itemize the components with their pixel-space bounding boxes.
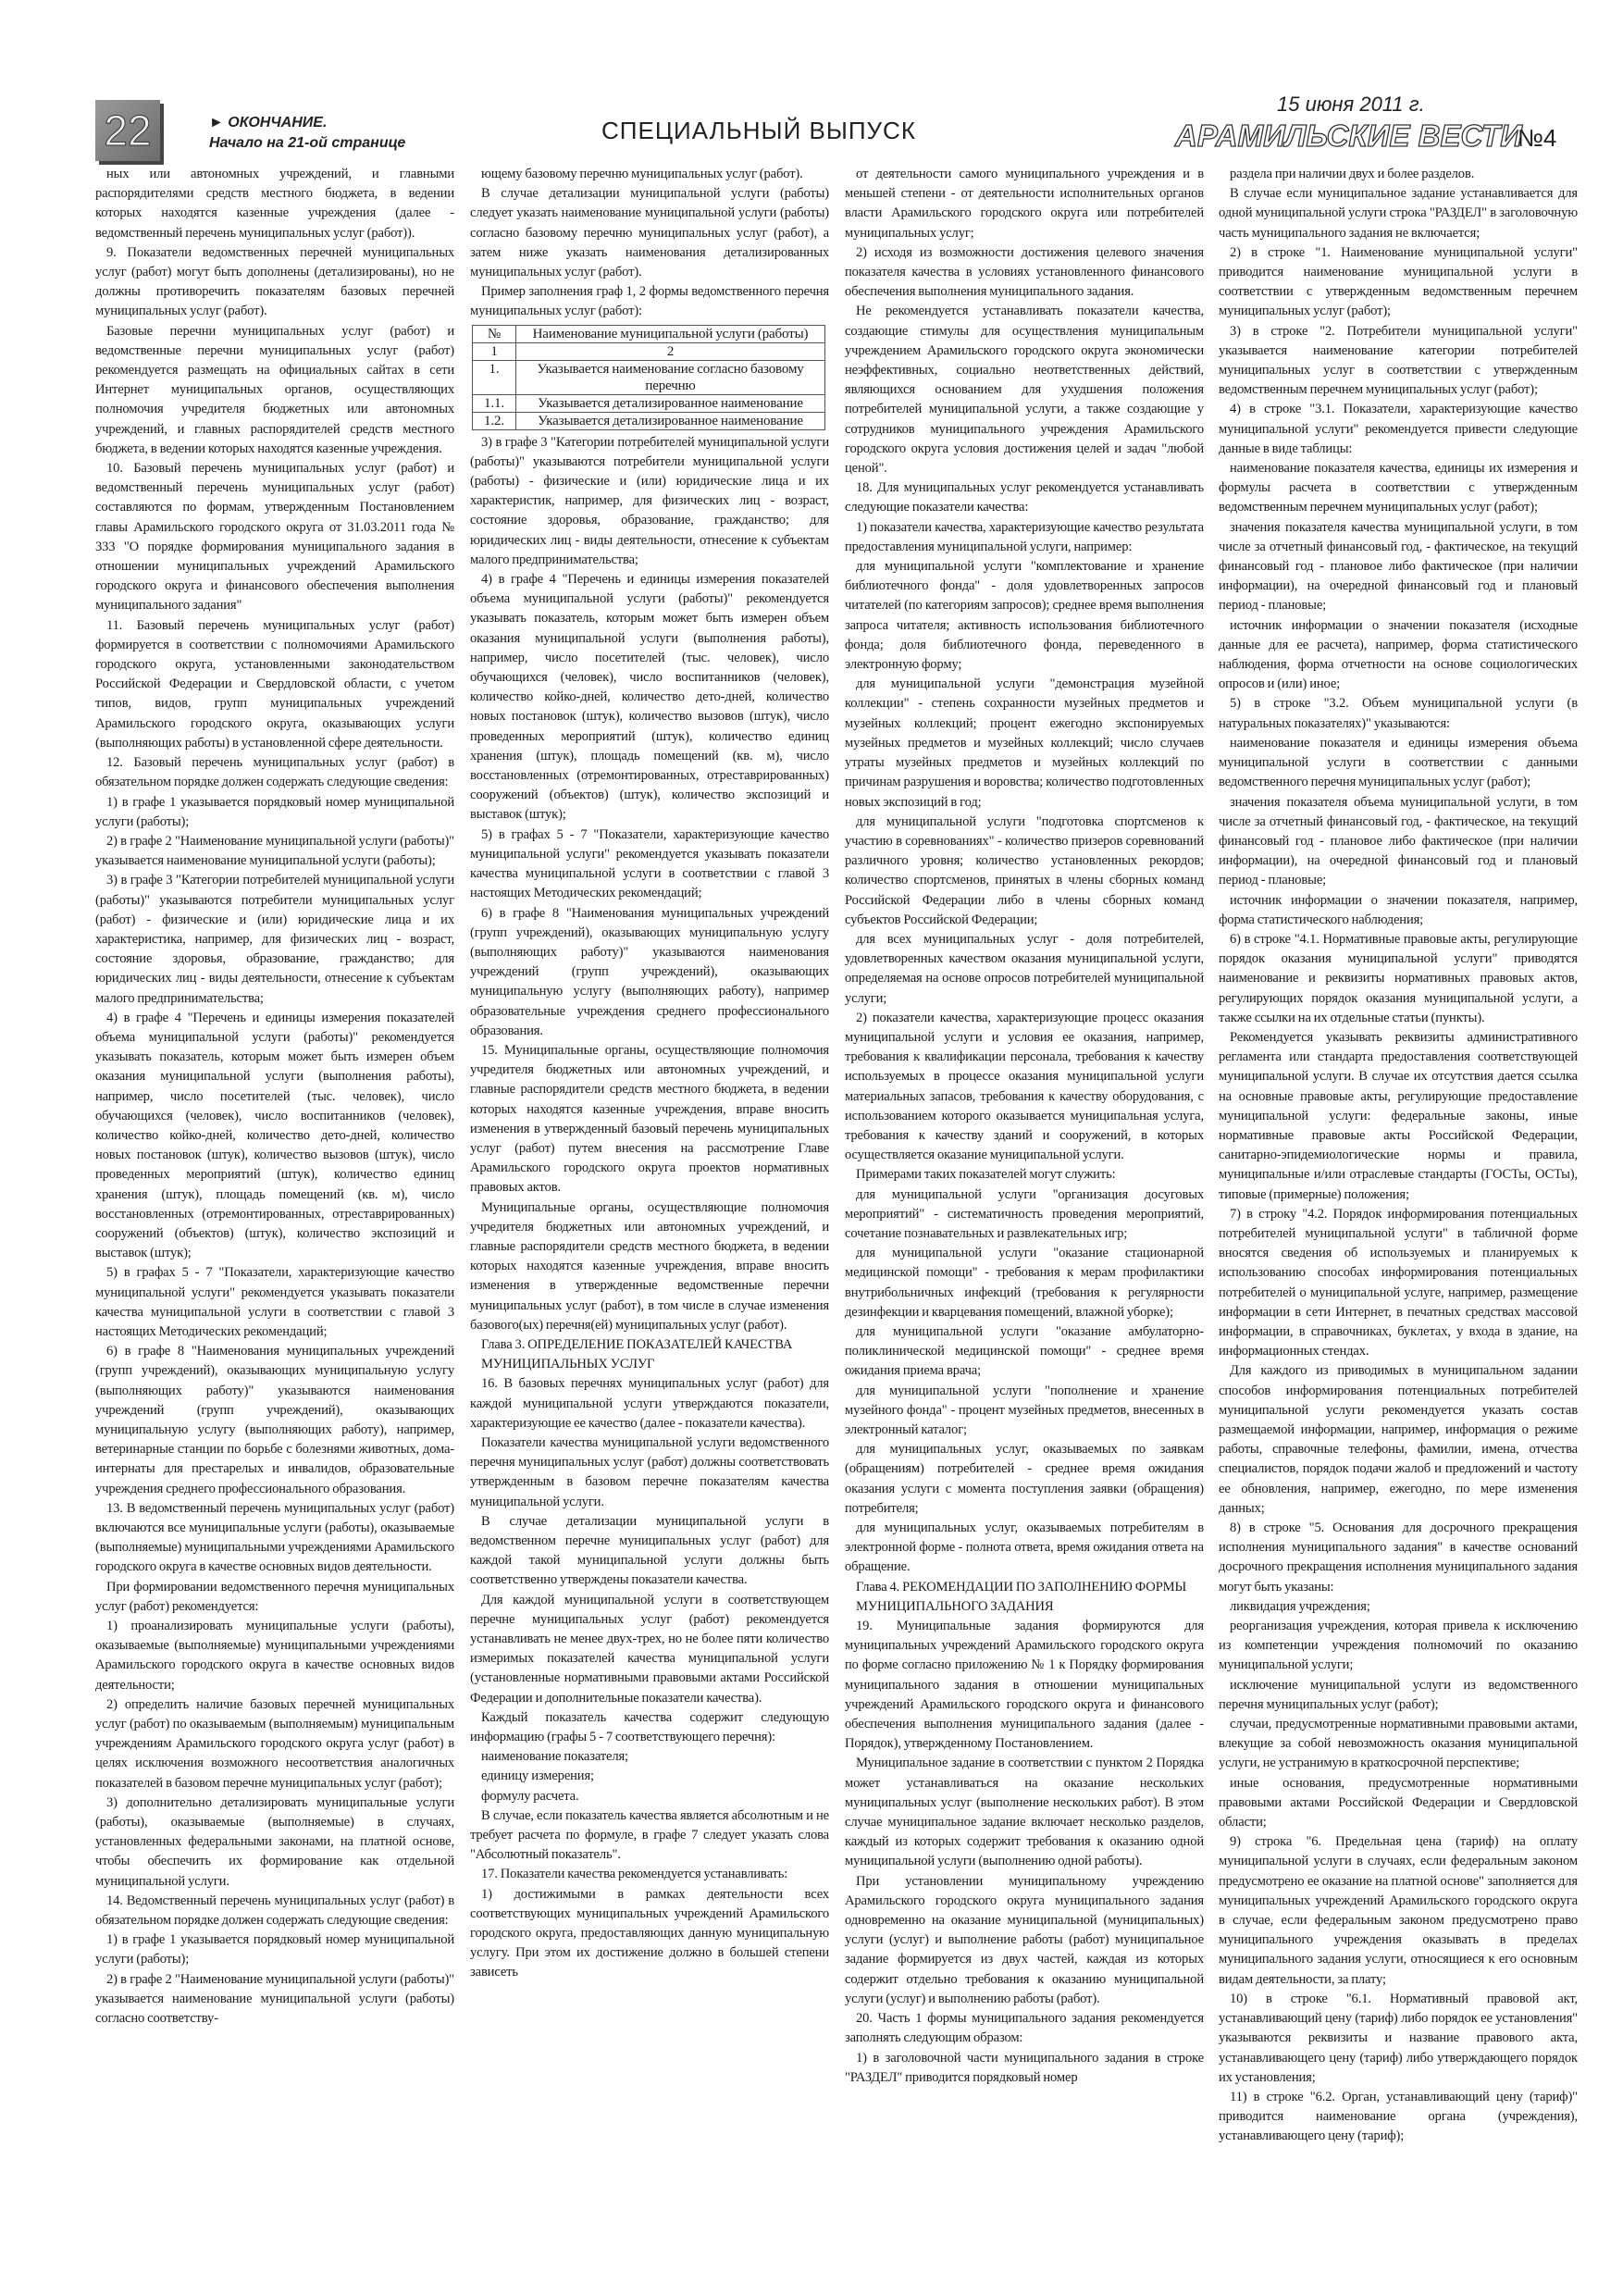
- text-column-1: [95, 165, 454, 2029]
- paragraph: 2) в строке "1. Наименование муниципальной услуги" приводится наименование муниципальной услуги в соответствии с утвержденным ведомственным перечнем муниципальных услуг (работ);: [1219, 244, 1578, 319]
- paragraph: Глава 3. ОПРЕДЕЛЕНИЕ ПОКАЗАТЕЛЕЙ КАЧЕСТВА: [481, 1336, 793, 1352]
- paragraph: иные основания, предусмотренные нормативными правовыми актами Российской Федерации и Свердловской области;: [1219, 1775, 1578, 1831]
- page-number-badge: [95, 100, 160, 161]
- paragraph: для муниципальной услуги "оказание стационарной медицинской помощи" - требования к мерам профилактики внутрибольничных инфекций (требования к регулярности дезинфекции и кварцевания помещений, влажной уборке);: [845, 1246, 1204, 1320]
- paragraph: от деятельности самого муниципального учреждения и в меньшей степени - от деятельности исполнительных органов власти Арамильского городского округа или потребителей муниципальных услуг;: [845, 167, 1204, 241]
- paragraph: 1) достижимыми в рамках деятельности всех соответствующих муниципальных учреждений Арамильского городского округа, предоставляющих данную муниципальную услугу. При этом их достижение должно в большей степени зависеть: [470, 1886, 829, 1980]
- table-row: [473, 394, 825, 412]
- paragraph: 15. Муниципальные органы, осуществляющие полномочия учредителя бюджетных или автономных учреждений, и главные распорядители средств местного бюджета, в ведении которых находятся казенные учреждения, вправе вносить изменения в утвержденный базовый перечень муниципальных услуг (работ) путем внесения на рассмотрение Главе Арамильского городского округа проектов нормативных правовых актов.: [470, 1042, 829, 1196]
- table-cell: 1.1.: [473, 394, 516, 412]
- table-cell: Указывается наименование согласно базовому перечню: [516, 360, 825, 394]
- paragraph: 17. Показатели качества рекомендуется устанавливать:: [481, 1867, 788, 1882]
- table-cell: 1: [473, 342, 516, 360]
- paragraph: для муниципальных услуг, оказываемых потребителям в электронной форме - полнота ответа, время ожидания ответа на обращение.: [845, 1520, 1204, 1575]
- paragraph: Для каждой муниципальной услуги в соответствующем перечне муниципальных услуг (работ) рекомендуется устанавливать не менее двух-трех, но не более пяти количество измеримых показателей качества муниципальной услуги (установленные нормативными правовыми актами Российской Федерации и дополнительные показатели качества).: [470, 1592, 829, 1706]
- paragraph: 5) в строке "3.2. Объем муниципальной услуги (в натуральных показателях)" указываются:: [1219, 696, 1578, 731]
- paragraph: исключение муниципальной услуги из ведомственного перечня муниципальных услуг (работ);: [1219, 1677, 1578, 1712]
- paragraph: 7) в строку "4.2. Порядок информирования потенциальных потребителей муниципальной услуги" в табличной форме вносятся сведения об используемых и планируемых к использованию способах информирования потенциальных потребителей о муниципальной услуге, например, размещение информации в сети Интернет, в печатных средствах массовой информации, в справочниках, буклетах, у входа в здание, на информационных стендах.: [1219, 1206, 1578, 1359]
- paragraph: Глава 4. РЕКОМЕНДАЦИИ ПО ЗАПОЛНЕНИЮ ФОРМЫ: [856, 1579, 1187, 1595]
- paragraph: Муниципальные органы, осуществляющие полномочия учредителя бюджетных или автономных учреждений, и главные распорядители средств местного бюджета, в ведении которых находятся казенные учреждения, вправе вносить изменения в утвержденные ведомственные перечни муниципальных услуг (работ), в том числе в случае изменения базового(ых) перечня(ей) муниципальных услуг (работ).: [470, 1199, 829, 1333]
- paragraph: для муниципальной услуги "оказание амбулаторно-поликлинической медицинской помощи" - среднее время ожидания приема врача;: [845, 1323, 1204, 1379]
- paragraph: 3) в строке "2. Потребители муниципальной услуги" указывается наименование категории потребителей муниципальных услуг в соответствии с утвержденным ведомственным перечнем муниципальных услуг (работ);: [1219, 323, 1578, 398]
- paragraph: источник информации о значении показателя, например, форма статистического наблюдения;: [1219, 892, 1578, 927]
- paragraph: ных или автономных учреждений, и главными распорядителями средств местного бюджета, в ведении которых находятся казенные учреждения (далее - ведомственный перечень муниципальных услуг (работ)).: [95, 167, 454, 241]
- newspaper-masthead: АРАМИЛЬСКИЕ ВЕСТИ: [1175, 118, 1522, 153]
- paragraph: 3) в графе 3 "Категории потребителей муниципальной услуги (работы)" указываются потребители муниципальных услуг (работ) - физические и (или) юридические лица и их характеристика, например, для физических лиц - возраст, состояние здоровья, образование, гражданство; для юридических лиц - виды деятельности, отнесение к субъектам малого предпринимательства;: [95, 873, 454, 1006]
- table-row: [473, 360, 825, 394]
- paragraph: 6) в графе 8 "Наименования муниципальных учреждений (групп учреждений), оказывающих муниципальную услугу (выполняющих работу)" указываются наименования учреждений (групп учреждений), оказывающих муниципальную услугу (выполняющих работу), например образовательные учреждения среднего профессионального образования.: [470, 905, 829, 1038]
- paragraph: 2) определить наличие базовых перечней муниципальных услуг (работ) по оказываемым (выполняемым) муниципальным учреждениям Арамильского городского округа услуг (работ) в целях исключения возможного несоответствия аналогичных показателей в базовом перечне муниципальных услуг (работ);: [95, 1696, 454, 1791]
- paragraph: 3) дополнительно детализировать муниципальные услуги (работы), оказываемые (выполняемые) в случаях, установленных федеральными законами, на платной основе, чтобы обеспечить их формирование как отдельной муниципальной услуги.: [95, 1794, 454, 1889]
- paragraph: для муниципальной услуги "организация досуговых мероприятий" - систематичность проведения мероприятий, сочетание познавательных и развлекательных игр;: [845, 1186, 1204, 1241]
- paragraph: 4) в графе 4 "Перечень и единицы измерения показателей объема муниципальной услуги (работы)" рекомендуется указывать показатель, которым может быть измерен объем оказания муниципальной услуги (выполнения работы), например, число посетителей (тыс. человек), число обучающихся (человек), число воспитанников (человек), количество койко-дней, количество дето-дней, количество новых постановок (штук), количество вызовов (штук), число проведенных мероприятий (штук), количество единиц хранения (штук), площадь помещений (кв. м), число восстановленных (отремонтированных, отреставрированных) сооружений (объектов) (штук), количество экспозиций и выставок (штук);: [470, 572, 829, 823]
- paragraph: Для каждого из приводимых в муниципальном задании способов информирования потенциальных потребителей муниципальной услуги рекомендуется указать состав размещаемой информации, например, информация о режиме работы, справочные телефоны, фамилии, имена, отчества специалистов, порядок подачи жалоб и предложений и частоту ее обновления, например, ежегодно, по мере изменения данных;: [1219, 1363, 1578, 1516]
- paragraph: для муниципальной услуги "пополнение и хранение музейного фонда" - процент музейных предметов, внесенных в электронный каталог;: [845, 1383, 1204, 1437]
- paragraph: 20. Часть 1 формы муниципального задания рекомендуется заполнять следующим образом:: [845, 2011, 1204, 2046]
- table-row: [473, 412, 825, 429]
- paragraph: 5) в графах 5 - 7 "Показатели, характеризующие качество муниципальной услуги" рекомендуется указывать показатели качества муниципальной услуги в соответствии с главой 3 настоящих Методических рекомендаций;: [95, 1265, 454, 1339]
- paragraph: реорганизация учреждения, которая привела к исключению из компетенции учреждения полномочий по оказанию муниципальной услуги;: [1219, 1619, 1578, 1673]
- paragraph: для всех муниципальных услуг - доля потребителей, удовлетворенных качеством оказания муниципальной услуги, определяемая на основе опросов потребителей муниципальной услуги;: [845, 931, 1204, 1006]
- table-header-cell: Наименование муниципальной услуги (работы): [516, 325, 825, 342]
- paragraph: 9. Показатели ведомственных перечней муниципальных услуг (работ) могут быть дополнены (детализированы), но не должны противоречить показателям базовых перечней муниципальных услуг (работ).: [95, 244, 454, 319]
- paragraph: В случае, если показатель качества является абсолютным и не требует расчета по формуле, в графе 7 следует указать слова "Абсолютный показатель".: [470, 1807, 829, 1863]
- paragraph: При формировании ведомственного перечня муниципальных услуг (работ) рекомендуется:: [95, 1579, 454, 1614]
- table-header-row: [473, 325, 825, 342]
- paragraph: 10) в строке "6.1. Нормативный правовой акт, устанавливающий цену (тариф) либо порядок ее установления" указываются реквизиты и название правового акта, устанавливающего цену (тариф) либо утверждающего порядок их установления;: [1219, 1991, 1578, 2085]
- issue-number: №4: [1518, 124, 1557, 152]
- example-table: [472, 325, 825, 430]
- paragraph: наименование показателя и единицы измерения объема муниципальной услуги в соответствии с данными ведомственного перечня муниципальных услуг (работ);: [1219, 735, 1578, 790]
- paragraph: ликвидация учреждения;: [1230, 1598, 1370, 1614]
- column-2-intro: [470, 165, 829, 322]
- paragraph: Пример заполнения граф 1, 2 формы ведомственного перечня муниципальных услуг (работ):: [470, 284, 829, 319]
- paragraph: При установлении муниципальному учреждению Арамильского городского округа муниципального задания одновременно на оказание муниципальной (муниципальных) услуги (услуг) и выполнение работы (работ) муниципальное задание формируется из двух частей, каждая из которых содержит отдельно требования к оказанию муниципальной услуги (услуг) и выполнению работы (работ).: [845, 1873, 1204, 2006]
- paragraph: для муниципальной услуги "комплектование и хранение библиотечного фонда" - доля удовлетворенных запросов читателей (по категориям запросов); среднее время выполнения запроса читателя; активность использования библиотечного фонда; доля библиотечного фонда, переведенного в электронную форму;: [845, 559, 1204, 673]
- paragraph: единицу измерения;: [481, 1769, 594, 1784]
- paragraph: В случае детализации муниципальной услуги (работы) следует указать наименование муниципальной услуги (работы) согласно базовому перечню муниципальных услуг (работ), а затем ниже указать наименования детализированных муниципальных услуг (работ).: [470, 186, 829, 280]
- paragraph: для муниципальной услуги "подготовка спортсменов к участию в соревнованиях" - количество призеров соревнований различного уровня; количество установленных рекордов; количество спортсменов, принятых в члены сборных команд Российской Федерации либо в члены сборных команд субъектов Российской Федерации;: [845, 813, 1204, 927]
- continuation-line-1: ► ОКОНЧАНИЕ.: [209, 115, 328, 130]
- table-cell: Указывается детализированное наименование: [516, 412, 825, 429]
- table-cell: 1.2.: [473, 412, 516, 429]
- paragraph: 2) показатели качества, характеризующие процесс оказания муниципальной услуги и условия ее оказания, например, требования к квалификации персонала, требования к качеству используемых в процессе оказания муниципальной услуги материальных запасов, требования к качеству оборудования, с использованием которого оказывается муниципальная услуга, требования к качеству зданий и сооружений, в которых осуществляется оказание муниципальной услуги.: [845, 1010, 1204, 1163]
- paragraph: Показатели качества муниципальной услуги ведомственного перечня муниципальных услуг (работ) должны соответствовать утвержденным в базовом перечне показателям качества муниципальной услуги.: [470, 1434, 829, 1509]
- paragraph: Не рекомендуется устанавливать показатели качества, создающие стимулы для осуществления муниципальным учреждением Арамильского городского округа экономически неэффективных, социально неответственных действий, являющихся основанием для ухудшения положения потребителей муниципальной услуги, а также создающие у сотрудников муниципального учреждения Арамильского городского округа условия достижения целей и задач "любой ценой".: [845, 304, 1204, 477]
- paragraph: 18. Для муниципальных услуг рекомендуется устанавливать следующие показатели качества:: [845, 480, 1204, 515]
- paragraph: наименование показателя;: [481, 1749, 628, 1765]
- paragraph: 1) в графе 1 указывается порядковый номер муниципальной услуги (работы);: [95, 1932, 454, 1967]
- paragraph: 8) в строке "5. Основания для досрочного прекращения исполнения муниципального задания" в качестве оснований досрочного прекращения исполнения муниципального задания могут быть указаны:: [1219, 1520, 1578, 1595]
- section-title: СПЕЦИАЛЬНЫЙ ВЫПУСК: [601, 117, 916, 144]
- paragraph: 12. Базовый перечень муниципальных услуг (работ) в обязательном порядке должен содержать следующие сведения:: [95, 755, 454, 790]
- paragraph: Базовые перечни муниципальных услуг (работ) и ведомственные перечни муниципальных услуг (работ) рекомендуется размещать на официальных сайтах в сети Интернет муниципальных органов, осуществляющих полномочия учредителя бюджетных или автономных учреждений, и главных распорядителей средств местного бюджета, в ведении которых находятся казенные учреждения.: [95, 323, 454, 456]
- paragraph: случаи, предусмотренные нормативными правовыми актами, влекущие за собой невозможность оказания муниципальной услуги, не устранимую в краткосрочной перспективе;: [1219, 1717, 1578, 1771]
- paragraph: 6) в графе 8 "Наименования муниципальных учреждений (групп учреждений), оказывающих муниципальную услугу (выполняющих работу)" указываются наименования учреждений (групп учреждений), оказывающих муниципальную услугу (выполняющих работу), например, ветеринарные станции по борьбе с болезнями животных, дома-интернаты для престарелых и инвалидов, образовательные учреждения среднего профессионального образования.: [95, 1344, 454, 1496]
- paragraph: 11. Базовый перечень муниципальных услуг (работ) формируется в соответствии с полномочиями Арамильского городского округа, установленными законодательством Российской Федерации и Свердловской области, с учетом типов, видов, групп муниципальных учреждений Арамильского городского округа, оказывающих услуги (выполняющих работы) в установленной сфере деятельности.: [95, 617, 454, 751]
- paragraph: источник информации о значении показателя (исходные данные для ее расчета), например, форма статистического наблюдения, форма отчетности на основе социологических опросов и (или) иное;: [1219, 617, 1578, 692]
- continuation-line-2: Начало на 21-ой странице: [209, 135, 406, 151]
- issue-date: 15 июня 2011 г.: [1277, 93, 1425, 116]
- paragraph: раздела при наличии двух и более разделов.: [1230, 167, 1475, 181]
- column-2-body: [470, 433, 829, 1983]
- paragraph: 2) исходя из возможности достижения целевого значения показателя качества в условиях установленного финансового обеспечения выполнения муниципального задания.: [845, 244, 1204, 300]
- table-cell: Указывается детализированное наименование: [516, 394, 825, 412]
- paragraph: 3) в графе 3 "Категории потребителей муниципальной услуги (работы)" указываются потребители муниципальной услуги (работы) - физические и (или) юридические лица и их характеристик, например, для физических лиц - возраст, состояние здоровья, образование, гражданство; для юридических лиц - виды деятельности, отнесение к субъектам малого предпринимательства;: [470, 434, 829, 567]
- paragraph: для муниципальной услуги "демонстрация музейной коллекции" - степень сохранности музейных предметов и музейных коллекций; процент ежегодно экспонируемых музейных предметов и музейных коллекций; число случаев утраты музейных предметов и музейных коллекций по причинам разрушения и воровства; количество подготовленных новых экспозиций в год;: [845, 676, 1204, 810]
- paragraph: 1) в заголовочной части муниципального задания в строке "РАЗДЕЛ" приводится порядковый номер: [845, 2050, 1204, 2085]
- paragraph: 1) показатели качества, характеризующие качество результата предоставления муниципальной услуги, например:: [845, 519, 1204, 554]
- paragraph: МУНИЦИПАЛЬНОГО ЗАДАНИЯ: [856, 1598, 1054, 1614]
- paragraph: формулу расчета.: [481, 1788, 579, 1804]
- paragraph: 2) в графе 2 "Наименование муниципальной услуги (работы)" указывается наименование муниципальной услуги (работы);: [95, 833, 454, 869]
- paragraph: Каждый показатель качества содержит следующую информацию (графы 5 - 7 соответствующего перечня):: [470, 1709, 829, 1745]
- table-row: [473, 342, 825, 360]
- paragraph: 9) строка "6. Предельная цена (тариф) на оплату муниципальной услуги в случаях, если федеральным законом предусмотрено ее оказание на платной основе" заполняется для муниципальных учреждений Арамильского городского округа в случае, если федеральным законом предусмотрено право муниципального учреждения оказывать в пределах муниципального задания услуги, относящиеся к его основным видам деятельности, за плату;: [1219, 1834, 1578, 1987]
- paragraph: 6) в строке "4.1. Нормативные правовые акты, регулирующие порядок оказания муниципальной услуги" приводятся наименование и реквизиты нормативных правовых актов, регулирующих порядок оказания муниципальной услуги, а также ссылки на их отдельные статьи (пункты).: [1219, 931, 1578, 1025]
- paragraph: для муниципальных услуг, оказываемых по заявкам (обращениям) потребителей - среднее время ожидания оказания услуги с момента поступления заявки (обращения) потребителя;: [845, 1442, 1204, 1516]
- paragraph: 16. В базовых перечнях муниципальных услуг (работ) для каждой муниципальной услуги утверждаются показатели, характеризующие ее качество (далее - показатели качества).: [470, 1376, 829, 1431]
- text-column-4: [1219, 165, 1578, 2147]
- paragraph: 19. Муниципальные задания формируются для муниципальных учреждений Арамильского городского округа по форме согласно приложению № 1 к Порядку формирования муниципального задания в отношении муниципальных учреждений Арамильского городского округа и финансового обеспечения выполнения муниципального задания (далее - Порядок), утвержденному Постановлением.: [845, 1619, 1204, 1752]
- table-cell: 2: [516, 342, 825, 360]
- paragraph: Муниципальное задание в соответствии с пунктом 2 Порядка может устанавливаться на оказание нескольких муниципальных услуг (выполнение нескольких работ). В этом случае муниципальное задание включает несколько разделов, каждый из которых содержит требования к оказанию одной муниципальной услуги (выполнению одной работы).: [845, 1756, 1204, 1869]
- paragraph: 14. Ведомственный перечень муниципальных услуг (работ) в обязательном порядке должен содержать следующие сведения:: [95, 1893, 454, 1929]
- paragraph: 11) в строке "6.2. Орган, устанавливающий цену (тариф)" приводится наименование органа (учреждения), устанавливающего цену (тариф);: [1219, 2089, 1578, 2144]
- paragraph: Рекомендуется указывать реквизиты административного регламента или стандарта предоставления соответствующей муниципальной услуги. В случае их отсутствия дается ссылка на основные правовые акты, регулирующие предоставление муниципальной услуги: федеральные законы, иные нормативные правовые акты Российской Федерации, санитарно-эпидемиологические нормы и правила, муниципальные и/или отраслевые стандарты (ГОСТы, ОСТы), типовые (примерные) положения;: [1219, 1029, 1578, 1202]
- paragraph: 13. В ведомственный перечень муниципальных услуг (работ) включаются все муниципальные услуги (работы), оказываемые (выполняемые) муниципальными учреждениями Арамильского городского округа в качестве основных видов деятельности.: [95, 1500, 454, 1575]
- page-number: 22: [104, 106, 152, 155]
- paragraph: 4) в графе 4 "Перечень и единицы измерения показателей объема муниципальной услуги (работы)" рекомендуется указывать показатель, которым может быть измерен объем оказания муниципальной услуги (выполнения работы), например, число посетителей (тыс. человек), число обучающихся (человек), число воспитанников (человек), количество койко-дней, количество дето-дней, количество новых постановок (штук), количество вызовов (штук), число проведенных мероприятий (штук), количество единиц хранения (штук), площадь помещений (кв. м), число восстановленных (отремонтированных, отреставрированных) сооружений (объектов) (штук), количество экспозиций и выставок (штук);: [95, 1010, 454, 1261]
- table-cell: 1.: [473, 360, 516, 394]
- paragraph: 4) в строке "3.1. Показатели, характеризующие качество муниципальной услуги" рекомендуется привести следующие данные в виде таблицы:: [1219, 402, 1578, 456]
- text-column-3: [845, 165, 1204, 2088]
- text-column-2: [470, 165, 829, 1983]
- paragraph: В случае детализации муниципальной услуги в ведомственном перечне муниципальных услуг (работ) для каждой такой муниципальной услуги должны быть соответственно утверждены показатели качества.: [470, 1513, 829, 1588]
- paragraph: 10. Базовый перечень муниципальных услуг (работ) и ведомственный перечень муниципальных услуг (работ) составляются по формам, утвержденным Постановлением главы Арамильского городского округа от 31.03.2011 года № 333 "О порядке формирования муниципального задания в отношении муниципальных учреждений Арамильского городского округа и финансового обеспечения выполнения муниципального задания": [95, 461, 454, 614]
- table-header-cell: №: [473, 325, 516, 342]
- paragraph: Примерами таких показателей могут служить:: [856, 1167, 1116, 1183]
- paragraph: значения показателя объема муниципальной услуги, в том числе за отчетный финансовый год, - фактическое, на текущий финансовый год - плановое либо фактическое (при наличии информации), на очередной финансовый год и плановый период - плановые;: [1219, 794, 1578, 888]
- paragraph: ющему базовому перечню муниципальных услуг (работ).: [481, 167, 803, 181]
- paragraph: 2) в графе 2 "Наименование муниципальной услуги (работы)" указывается наименование муниципальной услуги (работы) согласно соответству-: [95, 1971, 454, 2027]
- continuation-note: [209, 113, 405, 154]
- paragraph: В случае если муниципальное задание устанавливается для одной муниципальной услуги строка "РАЗДЕЛ" в заголовочную часть муниципального задания не включается;: [1219, 186, 1578, 241]
- paragraph: наименование показателя качества, единицы их измерения и формулы расчета в соответствии с утвержденным ведомственным перечнем муниципальных услуг (работ);: [1219, 461, 1578, 515]
- paragraph: значения показателя качества муниципальной услуги, в том числе за отчетный финансовый год, - фактическое, на текущий финансовый год - плановое либо фактическое (при наличии информации), на очередной финансовый год и плановый период - плановые;: [1219, 519, 1578, 614]
- paragraph: 5) в графах 5 - 7 "Показатели, характеризующие качество муниципальной услуги" рекомендуется указывать показатели качества муниципальной услуги в соответствии с главой 3 настоящих Методических рекомендаций;: [470, 826, 829, 901]
- paragraph: МУНИЦИПАЛЬНЫХ УСЛУГ: [481, 1357, 655, 1372]
- paragraph: 1) в графе 1 указывается порядковый номер муниципальной услуги (работы);: [95, 794, 454, 829]
- paragraph: 1) проанализировать муниципальные услуги (работы), оказываемые (выполняемые) муниципальными учреждениями Арамильского городского округа в качестве основных видов деятельности;: [95, 1619, 454, 1693]
